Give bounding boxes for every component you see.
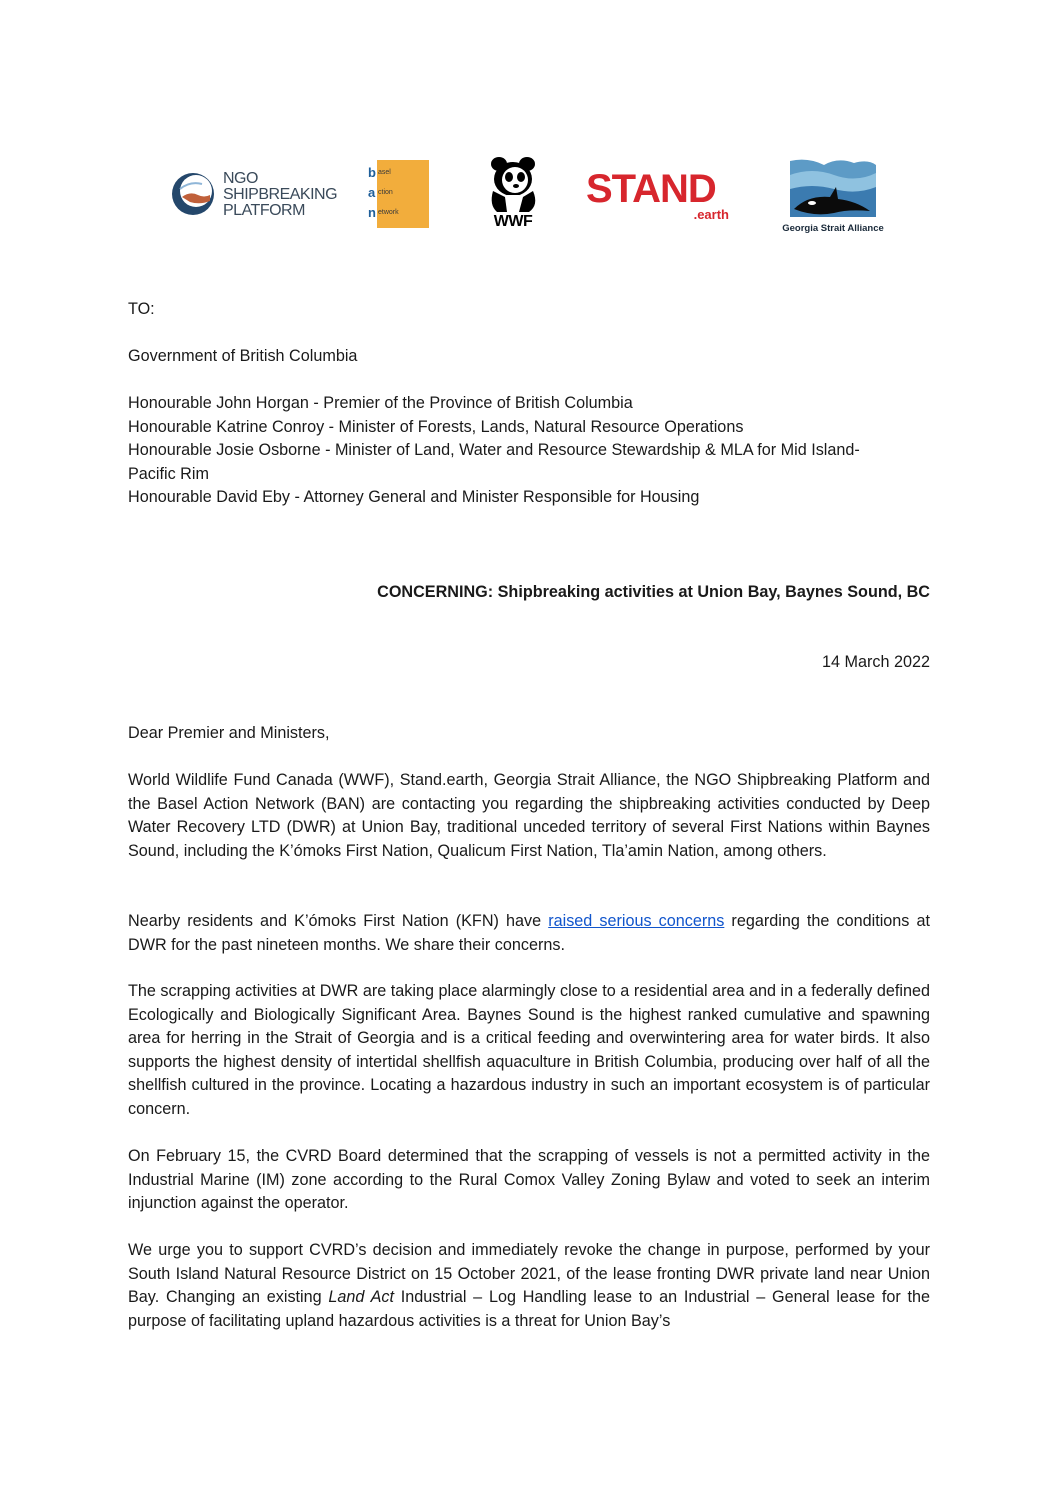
ban-word-3: etwork xyxy=(378,209,399,216)
ban-letter-b: b xyxy=(368,165,376,180)
paragraph-5-end: Industrial – Log Handling lease to an Industrial – General lease for the purpose of facilitating upland hazardous activities is a threat for Union Bay’s xyxy=(128,1288,930,1330)
georgia-strait-alliance-logo xyxy=(778,157,888,237)
paragraph-3: The scrapping activities at DWR are taking place alarmingly close to a residential area and in a federally defined Ecologically and Biologically Significant Area. Baynes Sound is the highest ranked cumulative and spawning area for herring in the Strait of Georgia and is a critical feeding and overwintering area for water birds. It also supports the highest density of intertidal shellfish aquaculture in British Columbia, producing over half of all the shellfish cultured in the province. Locating a hazardous industry in such an important ecosystem is of particular concern. xyxy=(128,982,930,1118)
orca-wave-icon xyxy=(778,157,888,221)
ngo-logo-line3: PLATFORM xyxy=(223,202,305,219)
stand-logo-main: STAND xyxy=(586,167,716,211)
stand-logo-sub: .earth xyxy=(693,207,729,222)
ngo-logo-text xyxy=(223,171,337,219)
logo-banner xyxy=(0,155,1060,235)
panda-icon xyxy=(485,155,541,213)
ban-letter-n: n xyxy=(368,205,376,220)
ban-word-1: asel xyxy=(378,169,391,176)
wwf-logo xyxy=(485,155,541,233)
stand-earth-logo xyxy=(586,167,731,225)
government-line: Government of British Columbia xyxy=(128,347,358,365)
paragraph-5-start: We urge you to support CVRD’s decision and immediately revoke the change in purpose, performed by your South Island Natural Resource District on 15 October 2021, of the lease fronting DWR private land near Union Bay. Changing an existing xyxy=(128,1241,930,1306)
gsa-logo-caption: Georgia Strait Alliance xyxy=(782,223,884,234)
concerning-line: CONCERNING: Shipbreaking activities at Union Bay, Baynes Sound, BC xyxy=(377,583,930,601)
ngo-shipbreaking-platform-logo xyxy=(170,169,338,221)
land-act-italic: Land Act xyxy=(328,1288,394,1306)
paragraph-2 xyxy=(128,910,930,957)
to-label: TO: xyxy=(128,300,155,318)
recipient-forests-minister: Honourable Katrine Conroy - Minister of Forests, Lands, Natural Resource Operations xyxy=(128,417,744,436)
paragraph-2-end: regarding the conditions at DWR for the past nineteen months. We share their concerns. xyxy=(128,912,930,954)
basel-action-network-logo xyxy=(367,160,429,228)
ban-word-2: ction xyxy=(378,189,393,196)
paragraph-1: World Wildlife Fund Canada (WWF), Stand.earth, Georgia Strait Alliance, the NGO Shipbreaking Platform and the Basel Action Network (BAN) are contacting you regarding the shipbreaking activities conducted by Deep Water Recovery LTD (DWR) at Union Bay, traditional unceded territory of several First Nations within Baynes Sound, including the K’ómoks First Nation, Qualicum First Nation, Tla’amin Nation, among others. xyxy=(128,771,930,860)
ban-letter-a: a xyxy=(368,185,376,200)
wwf-logo-text: WWF xyxy=(493,213,533,230)
paragraph-5 xyxy=(128,1239,930,1333)
paragraph-2-start: Nearby residents and K’ómoks First Nation (KFN) have xyxy=(128,912,549,930)
ngo-circle-icon xyxy=(170,171,216,217)
ngo-logo-line2: SHIPBREAKING xyxy=(223,186,338,203)
recipient-attorney-general: Honourable David Eby - Attorney General and Minister Responsible for Housing xyxy=(128,488,700,506)
salutation: Dear Premier and Ministers, xyxy=(128,724,330,742)
paragraph-4: On February 15, the CVRD Board determined that the scrapping of vessels is not a permitted activity in the Industrial Marine (IM) zone according to the Rural Comox Valley Zoning Bylaw and voted to seek an interim injunction against the operator. xyxy=(128,1147,930,1212)
ngo-logo-line1: NGO xyxy=(223,170,258,187)
recipient-land-water-minister: Honourable Josie Osborne - Minister of Land, Water and Resource Stewardship & MLA for Mid Island-Pacific Rim xyxy=(128,441,860,483)
letter-date: 14 March 2022 xyxy=(822,653,930,671)
recipients-list xyxy=(128,392,930,510)
recipient-premier: Honourable John Horgan - Premier of the Province of British Columbia xyxy=(128,394,633,412)
raised-concerns-link[interactable]: raised serious concerns xyxy=(548,912,725,930)
